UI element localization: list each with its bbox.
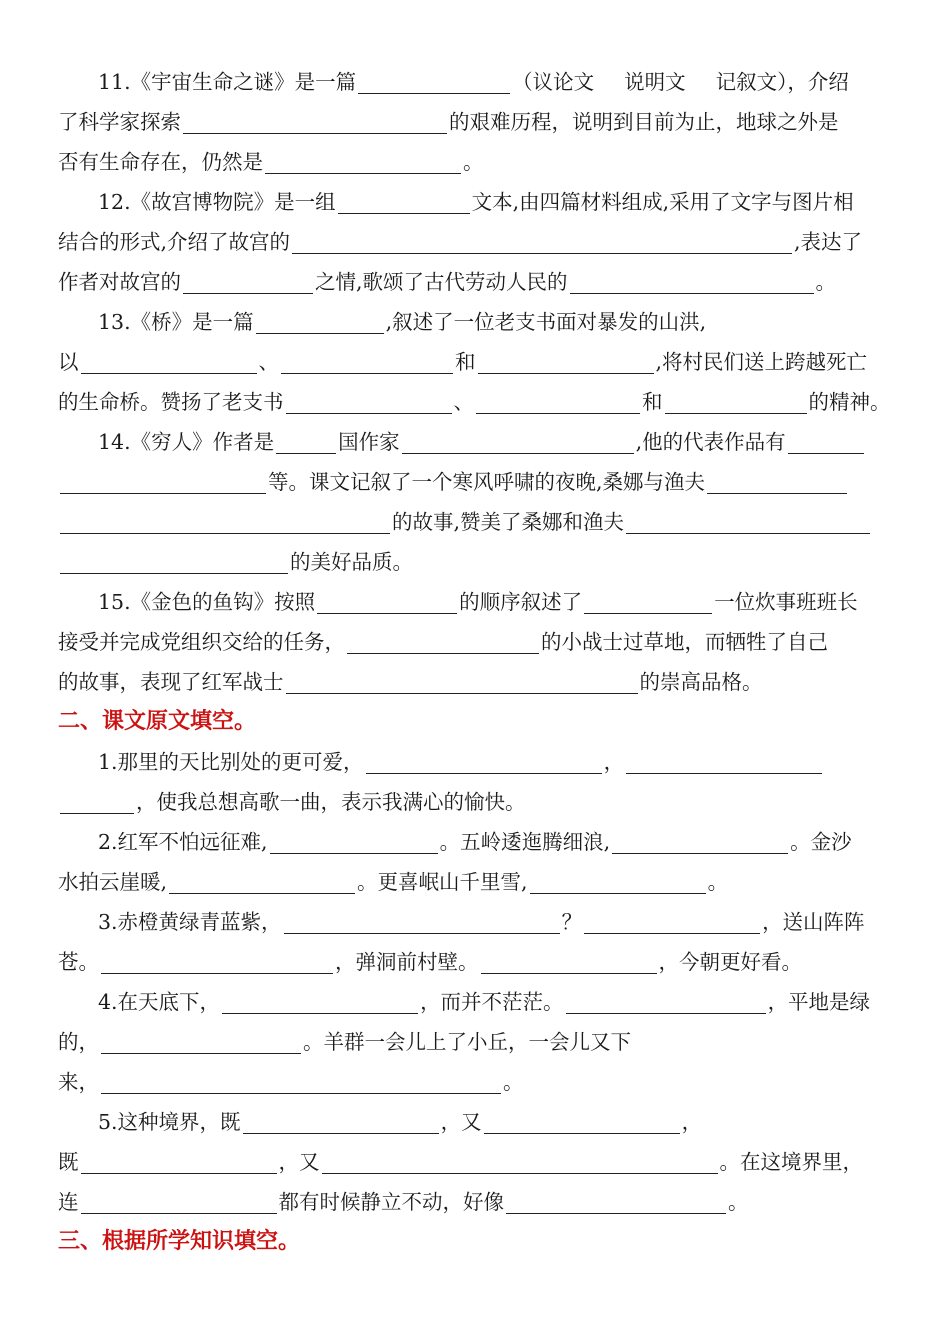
q11-text-f: 的艰难历程，说明到目前为止，地球之外是	[449, 110, 839, 134]
s2q4-blank-1[interactable]	[222, 991, 418, 1014]
s2q5-text-i: 。	[728, 1190, 749, 1214]
q12-text-a: 12.《故宫博物院》是一组	[98, 190, 336, 214]
s2q4-blank-3[interactable]	[101, 1031, 301, 1054]
s2q5-line-3	[58, 1182, 894, 1222]
s2q2-line-1	[98, 822, 894, 862]
q14-text-a: 14.《穷人》作者是	[98, 430, 275, 454]
s2q2-text-b: 。五岭逶迤腾细浪,	[439, 830, 611, 854]
q15-blank-3[interactable]	[347, 631, 539, 654]
s2q4-text-b: ，而并不茫茫。	[420, 990, 564, 1014]
s2q4-text-g: 。	[503, 1070, 524, 1094]
q15-text-a: 15.《金色的鱼钩》按照	[98, 590, 316, 614]
s2q1-blank-1[interactable]	[366, 751, 602, 774]
s2q3-text-c: ，送山阵阵	[762, 910, 865, 934]
q12-text-c: 结合的形式,介绍了故宫的	[58, 230, 291, 254]
q11-blank-3[interactable]	[265, 151, 461, 174]
q12-blank-3[interactable]	[183, 271, 313, 294]
q15-line-2	[58, 622, 894, 662]
s2q3-blank-1[interactable]	[284, 911, 560, 934]
s2q1-line-2	[58, 782, 894, 822]
s2q5-blank-3[interactable]	[81, 1151, 277, 1174]
s2q2-text-f: 。	[707, 870, 729, 894]
s2q4-text-e: 。羊群一会儿上了小丘，一会儿又下	[303, 1030, 631, 1054]
q11-blank-2[interactable]	[183, 111, 447, 134]
q13-line-3	[58, 382, 894, 422]
s2q5-blank-6[interactable]	[506, 1191, 726, 1214]
s2q3-blank-2[interactable]	[584, 911, 760, 934]
q15-text-d: 接受并完成党组织交给的任务，	[58, 630, 345, 654]
q12-line-3	[58, 262, 894, 302]
s2q2-blank-3[interactable]	[169, 871, 355, 894]
s2q5-line-1	[98, 1102, 894, 1142]
s2q1-line-1	[98, 742, 894, 782]
q11-text-g: 否有生命存在，仍然是	[58, 150, 263, 174]
s2q3-text-d: 苍。	[58, 950, 99, 974]
s2q1-text-b: ，	[603, 750, 625, 774]
q13-text-c: 以	[58, 350, 79, 374]
q11-text-b: （议论文	[512, 70, 595, 94]
q13-text-f: ,将村民们送上跨越死亡	[655, 350, 868, 374]
q13-line-1	[98, 302, 894, 342]
q13-blank-6[interactable]	[476, 391, 640, 414]
s2q1-text-a: 1.那里的天比别处的更可爱，	[98, 750, 364, 774]
s2q1-text-c: ，使我总想高歌一曲，表示我满心的愉快。	[136, 790, 526, 814]
s2q4-line-3	[58, 1062, 894, 1102]
q11-line-2	[58, 102, 894, 142]
s2q5-text-e: ，又	[278, 1150, 320, 1174]
s2q4-text-a: 4.在天底下，	[98, 990, 221, 1014]
q15-text-e: 的小战士过草地，而牺牲了自己	[541, 630, 828, 654]
q14-line-2	[58, 462, 894, 502]
q11-blank-1[interactable]	[358, 71, 510, 94]
q13-text-i: 和	[642, 390, 663, 414]
s2q5-text-a: 5.这种境界，既	[98, 1110, 241, 1134]
section-3-heading: 三、根据所学知识填空。	[58, 1229, 301, 1254]
q14-blank-3[interactable]	[788, 431, 864, 454]
q13-text-a: 13.《桥》是一篇	[98, 310, 254, 334]
q15-text-b: 的顺序叙述了	[459, 590, 583, 614]
s2q3-line-1	[98, 902, 894, 942]
section-2-heading: 二、课文原文填空。	[58, 709, 257, 734]
q14-blank-6[interactable]	[60, 511, 390, 534]
s2q5-text-h: 都有时候静立不动，好像	[278, 1190, 504, 1214]
s2q5-text-c: ，	[681, 1110, 703, 1134]
q12-line-2	[58, 222, 894, 262]
s2q2-blank-1[interactable]	[270, 831, 438, 854]
q12-text-f: 之情,歌颂了古代劳动人民的	[315, 270, 568, 294]
q11-text-c: 说明文	[624, 70, 686, 94]
s2q5-line-2	[58, 1142, 894, 1182]
q14-blank-7[interactable]	[626, 511, 870, 534]
q14-text-c: ,他的代表作品有	[635, 430, 786, 454]
s2q3-line-2	[58, 942, 894, 982]
q14-blank-1[interactable]	[276, 431, 336, 454]
q12-text-b: 文本,由四篇材料组成,采用了文字与图片相	[471, 190, 854, 214]
q12-blank-2[interactable]	[292, 231, 792, 254]
s2q3-blank-4[interactable]	[481, 951, 657, 974]
q13-blank-3[interactable]	[281, 351, 453, 374]
q14-blank-5[interactable]	[707, 471, 847, 494]
q11-text-d: 记叙文），介绍	[715, 70, 849, 94]
s2q4-line-1	[98, 982, 894, 1022]
q13-text-g: 的生命桥。赞扬了老支书	[58, 390, 284, 414]
q13-blank-7[interactable]	[665, 391, 807, 414]
s2q5-text-d: 既	[58, 1150, 79, 1174]
s2q2-blank-2[interactable]	[612, 831, 788, 854]
q13-blank-5[interactable]	[286, 391, 452, 414]
q13-text-h: 、	[453, 390, 474, 414]
s2q4-text-d: 的，	[58, 1030, 99, 1054]
q11-line-3	[58, 142, 894, 182]
s2q5-text-f: 。在这境界里，	[719, 1150, 863, 1174]
s2q3-text-e: ，弹洞前村壁。	[335, 950, 479, 974]
q15-text-f: 的故事，表现了红军战士	[58, 670, 284, 694]
q14-text-b: 国作家	[338, 430, 400, 454]
q15-line-3	[58, 662, 894, 702]
s2q3-text-a: 3.赤橙黄绿青蓝紫，	[98, 910, 282, 934]
q15-text-c: 一位炊事班班长	[714, 590, 858, 614]
q14-blank-8[interactable]	[60, 551, 288, 574]
q14-line-1	[98, 422, 894, 462]
s2q2-text-c: 。金沙	[790, 830, 852, 854]
s2q5-text-g: 连	[58, 1190, 79, 1214]
q12-line-1	[98, 182, 894, 222]
s2q4-text-c: ，平地是绿	[767, 990, 871, 1014]
q11-text-h: 。	[463, 150, 484, 174]
q14-line-3	[58, 502, 894, 542]
s2q2-text-a: 2.红军不怕远征难,	[98, 830, 268, 854]
q13-blank-4[interactable]	[478, 351, 654, 374]
s2q4-line-2	[58, 1022, 894, 1062]
q12-text-d: ,表达了	[794, 230, 863, 254]
s2q4-blank-4[interactable]	[101, 1071, 501, 1094]
s2q1-blank-2[interactable]	[626, 751, 822, 774]
q15-blank-2[interactable]	[584, 591, 712, 614]
q14-text-d: 等。课文记叙了一个寒风呼啸的夜晚,桑娜与渔夫	[268, 470, 706, 494]
q11-text-e: 了科学家探索	[58, 110, 181, 134]
q14-text-f: 的美好品质。	[290, 550, 413, 574]
s2q3-text-f: ，今朝更好看。	[658, 950, 802, 974]
q14-blank-4[interactable]	[60, 471, 266, 494]
s2q2-text-e: 。更喜岷山千里雪,	[357, 870, 528, 894]
s2q4-blank-2[interactable]	[566, 991, 766, 1014]
q13-blank-2[interactable]	[81, 351, 257, 374]
s2q3-blank-3[interactable]	[101, 951, 333, 974]
q12-text-g: 。	[815, 270, 837, 294]
s2q5-blank-5[interactable]	[81, 1191, 277, 1214]
q12-text-e: 作者对故宫的	[58, 270, 181, 294]
q15-text-g: 的崇高品格。	[639, 670, 763, 694]
q13-text-e: 和	[455, 350, 476, 374]
s2q5-text-b: ，又	[440, 1110, 482, 1134]
q11-text-a: 11.《宇宙生命之谜》是一篇	[98, 70, 357, 94]
s2q2-blank-4[interactable]	[530, 871, 706, 894]
s2q2-text-d: 水拍云崖暖,	[58, 870, 168, 894]
s2q5-blank-2[interactable]	[484, 1111, 680, 1134]
s2q4-text-f: 来，	[58, 1070, 99, 1094]
s2q3-text-b: ？	[561, 910, 583, 934]
q12-blank-4[interactable]	[570, 271, 814, 294]
q15-line-1	[98, 582, 894, 622]
q12-blank-1[interactable]	[338, 191, 470, 214]
s2q2-line-2	[58, 862, 894, 902]
q14-text-e: 的故事,赞美了桑娜和渔夫	[392, 510, 625, 534]
q13-text-j: 的精神。	[808, 390, 891, 414]
q13-blank-1[interactable]	[256, 311, 384, 334]
s2q1-blank-3[interactable]	[60, 791, 134, 814]
s2q5-blank-4[interactable]	[322, 1151, 718, 1174]
q15-blank-4[interactable]	[286, 671, 638, 694]
q13-line-2	[58, 342, 894, 382]
q15-blank-1[interactable]	[317, 591, 457, 614]
q13-text-b: ,叙述了一位老支书面对暴发的山洪,	[385, 310, 707, 334]
q11-line-1	[98, 62, 894, 102]
q14-line-4	[58, 542, 894, 582]
q13-text-d: 、	[258, 350, 279, 374]
s2q5-blank-1[interactable]	[243, 1111, 439, 1134]
q14-blank-2[interactable]	[402, 431, 634, 454]
